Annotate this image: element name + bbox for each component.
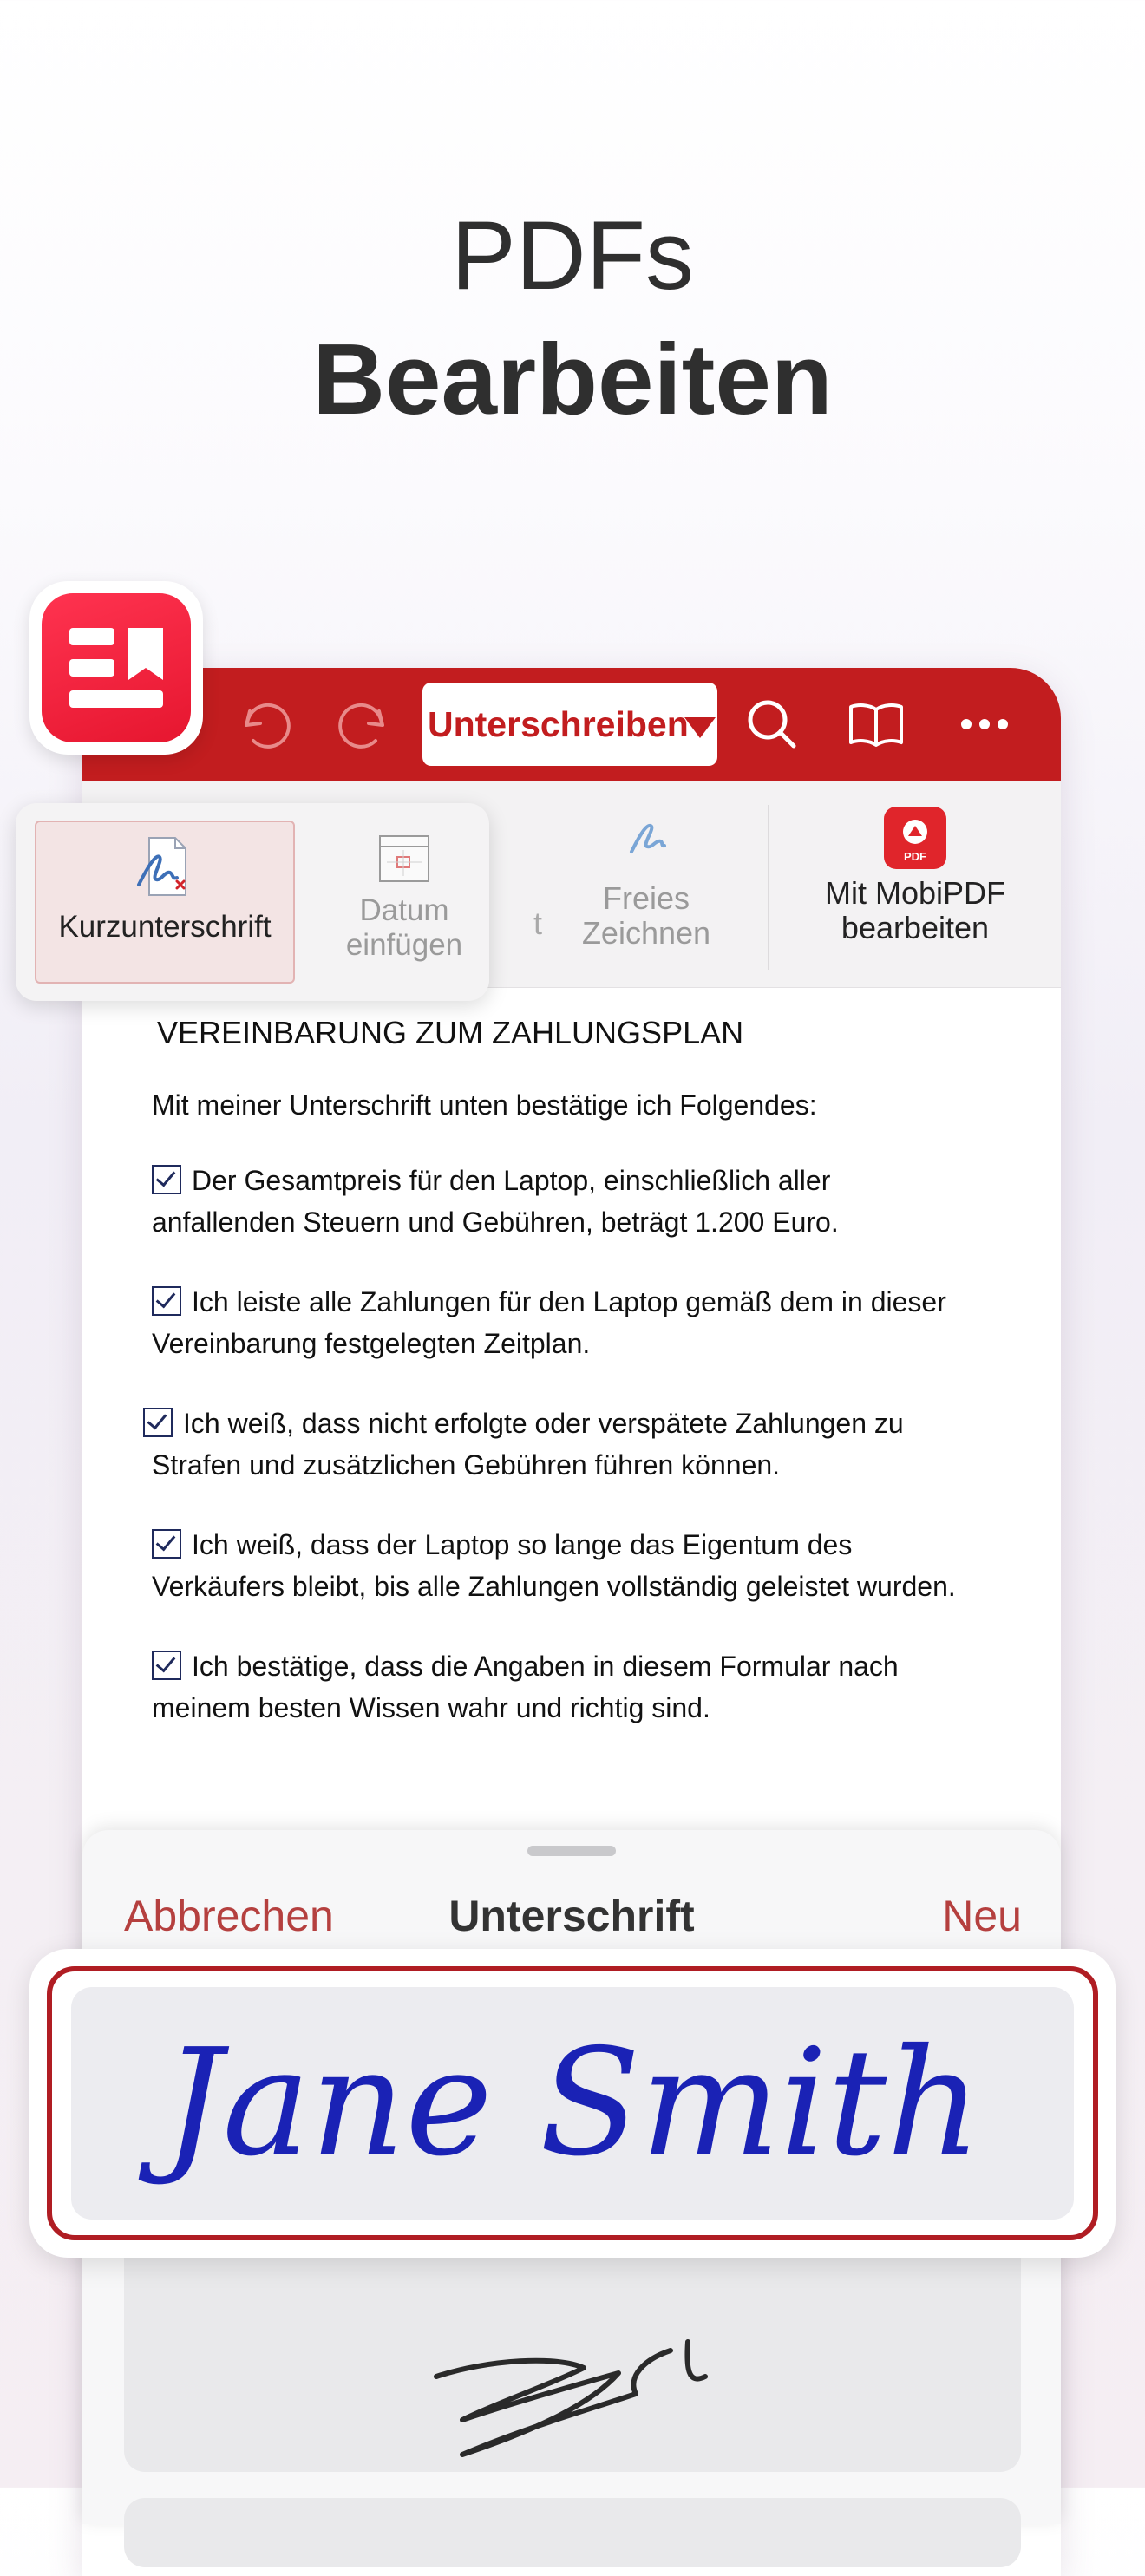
book-icon[interactable] — [846, 694, 906, 755]
checkbox-checked[interactable] — [152, 1165, 181, 1194]
redo-icon[interactable] — [334, 694, 395, 755]
document-clause — [143, 1402, 1019, 1486]
clause-line-2: Vereinbarung festgelegten Zeitplan. — [152, 1328, 591, 1359]
clause-line-1: Ich leiste alle Zahlungen für den Laptop gemäß dem in dieser — [192, 1286, 946, 1317]
initials-signature-icon — [130, 833, 200, 902]
checkbox-checked[interactable] — [152, 1651, 181, 1680]
calendar-icon — [376, 831, 432, 886]
headline — [0, 195, 1145, 442]
clause-line-1: Der Gesamtpreis für den Laptop, einschließlich aller — [192, 1165, 831, 1196]
document-clause — [152, 1645, 1019, 1729]
clause-line-2: anfallenden Steuern und Gebühren, beträgt 1.200 Euro. — [152, 1206, 839, 1238]
undo-icon[interactable] — [234, 694, 295, 755]
clause-line-1: Ich bestätige, dass die Angaben in diesem Formular nach — [192, 1651, 899, 1682]
document-title: VEREINBARUNG ZUM ZAHLUNGSPLAN — [157, 1015, 744, 1050]
mobipdf-icon — [884, 807, 946, 869]
clause-line-1: Ich weiß, dass nicht erfolgte oder verspätete Zahlungen zu — [183, 1408, 904, 1439]
signature-highlight — [47, 1966, 1098, 2240]
popup-item-date[interactable] — [326, 821, 482, 963]
mode-dropdown-label: Unterschreiben — [428, 704, 689, 744]
ribbon-item-freehand-label: Freies Zeichnen — [581, 880, 711, 951]
mode-dropdown[interactable] — [422, 683, 717, 766]
sheet-grabber[interactable] — [527, 1846, 616, 1856]
new-signature-button[interactable]: Neu — [942, 1892, 1022, 1940]
popup-item-initials-label: Kurzunterschrift — [58, 910, 272, 944]
checkbox-checked[interactable] — [143, 1408, 173, 1437]
ribbon-item-mobipdf-label: Mit MobiPDF bearbeiten — [824, 875, 1006, 945]
top-toolbar — [82, 668, 1061, 781]
pdf-badge-text: PDF — [904, 850, 926, 863]
document-intro: Mit meiner Unterschrift unten bestätige ich Folgendes: — [152, 1089, 817, 1121]
popup-item-date-label: Datum einfügen — [345, 893, 463, 962]
popup-item-initials[interactable] — [35, 821, 295, 984]
signature-field[interactable] — [71, 1987, 1074, 2220]
saved-signature-slot[interactable] — [124, 2498, 1021, 2567]
sheet-title: Unterschrift — [448, 1892, 695, 1940]
document-clause — [152, 1281, 1019, 1364]
app-logo-icon — [42, 593, 191, 742]
cancel-button[interactable]: Abbrechen — [124, 1892, 334, 1940]
checkbox-checked[interactable] — [152, 1529, 181, 1559]
headline-line-1: PDFs — [451, 201, 694, 310]
clause-line-2: Strafen und zusätzlichen Gebühren führen können. — [152, 1449, 781, 1481]
clause-line-2: Verkäufers bleibt, bis alle Zahlungen vollständig geleistet wurden. — [152, 1571, 956, 1602]
document-page — [152, 1015, 1019, 1729]
freehand-icon — [551, 807, 742, 874]
signature-card — [29, 1949, 1116, 2258]
chevron-down-icon — [684, 717, 716, 738]
document-clause — [152, 1160, 1019, 1243]
scribble-signature-icon — [410, 2324, 723, 2463]
ribbon-item-mobipdf[interactable] — [802, 807, 1028, 945]
ribbon-item-freehand[interactable] — [551, 807, 742, 951]
clause-line-2: meinem besten Wissen wahr und richtig sind. — [152, 1692, 710, 1723]
search-icon[interactable] — [742, 694, 802, 755]
clause-line-1: Ich weiß, dass der Laptop so lange das Eigentum des — [192, 1529, 853, 1560]
checkbox-checked[interactable] — [152, 1286, 181, 1316]
ribbon-partial-text: t — [533, 906, 542, 941]
more-icon[interactable] — [954, 694, 1015, 755]
signature-name: Jane Smith — [163, 2017, 982, 2189]
headline-line-2: Bearbeiten — [312, 323, 833, 435]
ribbon-divider — [768, 805, 769, 970]
signature-type-popup — [16, 803, 489, 1001]
document-clause — [152, 1524, 1019, 1607]
app-logo-badge — [29, 581, 203, 755]
